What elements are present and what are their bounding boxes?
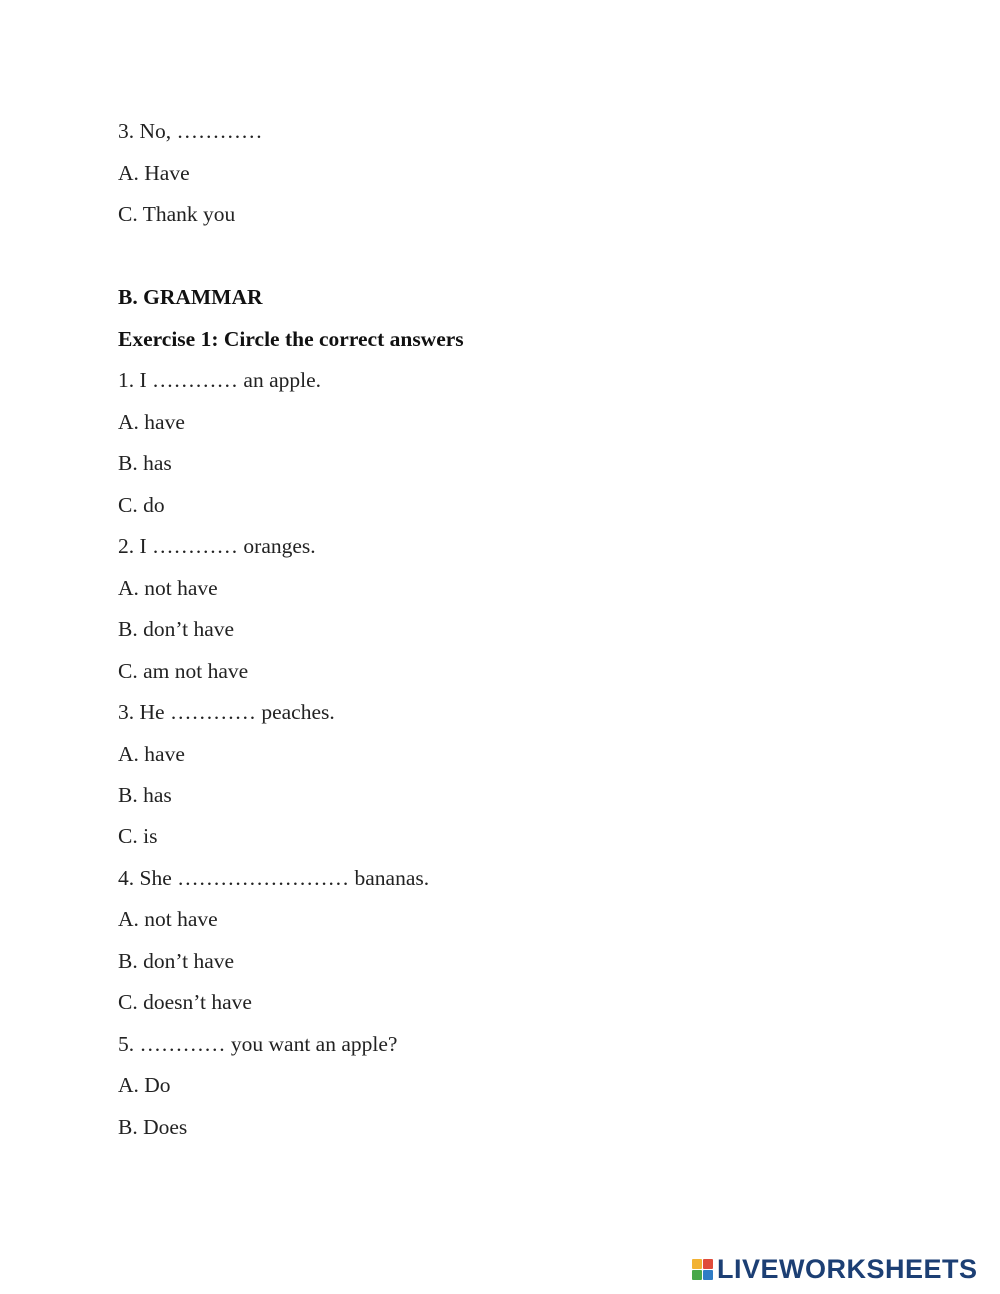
question-4-option-c[interactable]: C. doesn’t have [118,990,252,1014]
question-5: 5. ………… you want an apple? [118,1032,398,1056]
previous-option-c[interactable]: C. Thank you [118,202,236,226]
question-4-option-a[interactable]: A. not have [118,907,218,931]
exercise-title: Exercise 1: Circle the correct answers [118,327,464,351]
question-2-option-c[interactable]: C. am not have [118,659,249,683]
question-2-option-a[interactable]: A. not have [118,576,218,600]
question-1-option-a[interactable]: A. have [118,410,185,434]
question-1: 1. I ………… an apple. [118,368,322,392]
question-3-option-b[interactable]: B. has [118,783,172,807]
liveworksheets-logo [692,1254,978,1284]
question-5-option-a[interactable]: A. Do [118,1073,171,1097]
previous-option-a[interactable]: A. Have [118,161,190,185]
question-5-option-b[interactable]: B. Does [118,1115,188,1139]
question-1-option-c[interactable]: C. do [118,493,165,517]
question-4: 4. She …………………… bananas. [118,866,430,890]
question-1-option-b[interactable]: B. has [118,451,172,475]
question-2-option-b[interactable]: B. don’t have [118,617,235,641]
question-4-option-b[interactable]: B. don’t have [118,949,235,973]
liveworksheets-logo-icon [692,1259,713,1280]
previous-question: 3. No, ………… [118,119,263,143]
section-title: B. GRAMMAR [118,285,263,309]
logo-text: LIVEWORKSHEETS [717,1254,978,1284]
question-2: 2. I ………… oranges. [118,534,316,558]
question-3-option-c[interactable]: C. is [118,824,158,848]
question-3-option-a[interactable]: A. have [118,742,185,766]
question-3: 3. He ………… peaches. [118,700,335,724]
